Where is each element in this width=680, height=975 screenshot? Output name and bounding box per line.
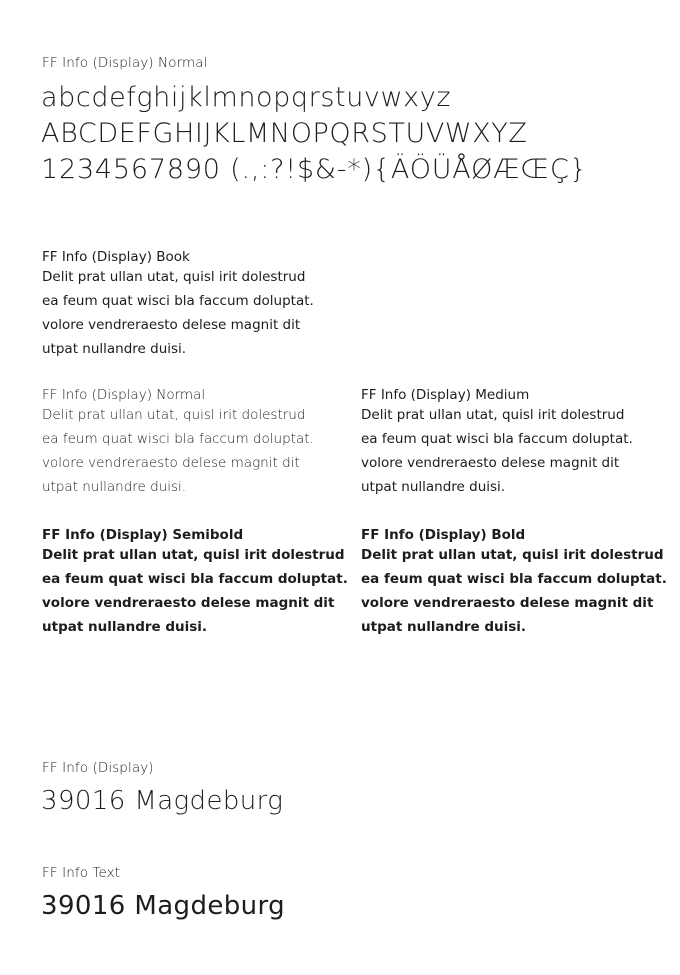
text-line: Delit prat ullan utat, quisl irit dolestrud [42, 269, 306, 285]
weight-block-bold [361, 526, 667, 639]
text-line: volore vendreraesto delese magnit dit [42, 455, 300, 471]
text-line: ea feum quat wisci bla faccum doluptat. [361, 431, 633, 447]
text-sample-label: FF Info Text [42, 865, 121, 881]
weight-sample-text [42, 265, 314, 361]
text-line: utpat nullandre duisi. [361, 619, 527, 635]
text-line: volore vendreraesto delese magnit dit [42, 595, 335, 611]
display-sample-label: FF Info (Display) [42, 760, 154, 776]
text-line: utpat nullandre duisi. [42, 479, 187, 495]
weight-block-medium [361, 386, 633, 499]
figures-and-symbols: 1234567890 (.,:?!$&-*){ÄÖÜÅØÆŒÇ} [41, 154, 588, 185]
text-line: Delit prat ullan utat, quisl irit dolestrud [42, 547, 345, 563]
text-line: utpat nullandre duisi. [361, 479, 506, 495]
weight-block-semibold [42, 526, 348, 639]
weight-sample-text [361, 403, 633, 499]
weight-title: FF Info (Display) Semibold [42, 527, 244, 543]
weight-sample-text [42, 403, 314, 499]
text-line: volore vendreraesto delese magnit dit [361, 595, 654, 611]
text-line: ea feum quat wisci bla faccum doluptat. [42, 293, 314, 309]
weight-sample-text [361, 543, 667, 639]
uppercase-alphabet: ABCDEFGHIJKLMNOPQRSTUVWXYZ [41, 118, 528, 149]
weight-block-book [42, 248, 314, 361]
display-sample-text: 39016 Magdeburg [41, 786, 284, 816]
weight-title: FF Info (Display) Bold [361, 527, 526, 543]
text-line: ea feum quat wisci bla faccum doluptat. [361, 571, 667, 587]
text-line: Delit prat ullan utat, quisl irit dolestrud [42, 407, 306, 423]
specimen-label: FF Info (Display) Normal [42, 55, 208, 71]
lowercase-alphabet: abcdefghijklmnopqrstuvwxyz [41, 82, 452, 113]
text-line: ea feum quat wisci bla faccum doluptat. [42, 431, 314, 447]
text-sample-text: 39016 Magdeburg [41, 891, 286, 921]
text-line: Delit prat ullan utat, quisl irit dolestrud [361, 407, 625, 423]
text-line: utpat nullandre duisi. [42, 619, 208, 635]
weight-title: FF Info (Display) Medium [361, 387, 530, 403]
weight-sample-text [42, 543, 348, 639]
weight-block-normal [42, 386, 314, 499]
text-line: Delit prat ullan utat, quisl irit dolestrud [361, 547, 664, 563]
weight-title: FF Info (Display) Book [42, 249, 190, 265]
text-line: volore vendreraesto delese magnit dit [42, 317, 301, 333]
text-line: volore vendreraesto delese magnit dit [361, 455, 620, 471]
text-line: utpat nullandre duisi. [42, 341, 187, 357]
weight-title: FF Info (Display) Normal [42, 387, 206, 403]
text-line: ea feum quat wisci bla faccum doluptat. [42, 571, 348, 587]
